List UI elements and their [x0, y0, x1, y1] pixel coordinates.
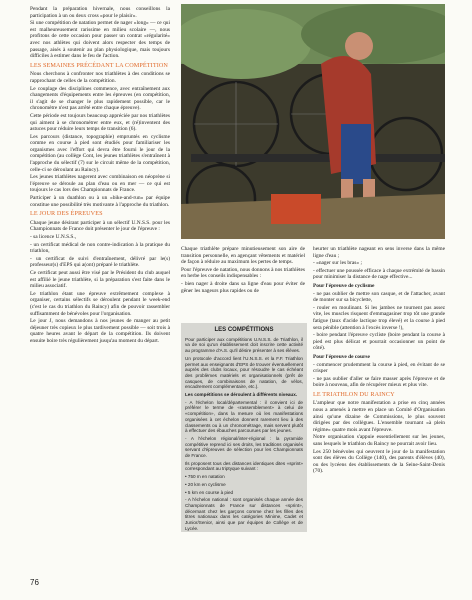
paragraph: Cette période est toujours beaucoup appréciée par nos triathlètes qui aiment à se chronométrer entre eux, et (ré)inventent des astuces pour réduire leurs temps de transition (6).: [30, 112, 170, 133]
list-item: - ne pas oublier de mettre son casque, et de l'attacher, avant de monter sur sa bicyclette,: [313, 290, 445, 304]
list-item: • 5 km en course à pied: [185, 489, 234, 495]
box-title: LES COMPÉTITIONS: [214, 327, 274, 333]
paragraph: - A l'échelon local/départemental : il convient ici de préférer le terme de «rassemblement» à celui de «compétition», dans la mesure où les manifestations organisées à cet échelon donnent rarement lieu à des classements ou à un chronométrage, mais servent plutôt à effectuer des ébauches parcourues par les jeunes.: [185, 399, 303, 434]
paragraph: Pendant la préparation hivernale, nous conseillons la participation à un ou deux cross «pour le plaisir».: [30, 6, 170, 19]
paragraph: Si une compétition de natation permet de nager «long» — ce qui est malheureusement rarissime en milieu scolaire —, nous profitons de cette occasion pour passer un contrat «régularité» avec nos athlètes qui doivent alors respecter des temps de passage, aisés à soutenir au plan physiologique, mais toujours difficiles à estimer dans le feu de l'action.: [30, 20, 170, 60]
paragraph: Les 250 bénévoles qui oeuvrent le jour de la manifestation sont des élèves du Collège (140), des parents d'élèves (40), ou des lycéens des établissements de la Seine-Saint-Denis (70).: [313, 448, 445, 475]
paragraph: Les jeunes triathlètes nagerent avec combinaison en néoprène si l'épreuve se déroule au plan d'eau ou en mer — ce qui est toujours le cas lors des Championnats de France.: [30, 174, 170, 194]
section-heading: LE JOUR DES ÉPREUVES: [30, 210, 103, 218]
paragraph: Nous cherchons à confronter nos triathlètes à des conditions se rapprochant de celles de la compétition.: [30, 71, 170, 84]
paragraph: Le jour J, nous demandons à nos jeunes de manger au petit déjeuner très copieux le plus tardivement possible — soit trois à quatre heures avant le départ de la compétition. Ils doivent ensuite boire très régulièrement jusqu'au moment du départ.: [30, 318, 170, 344]
list-item: - un certificat médical de non contre-indication à la pratique du triathlon,: [30, 241, 170, 255]
paragraph: Un protocole d'accord lient l'U.N.S.S. et la F.F. Triathlon permet aux enseignants d'EPS de trouver éventuellement auprès des clubs locaux, pour résoudre le cas échéant des problèmes matériels et organisationnels (prêt de casques, de combinaisons de natation, de vélos, encadrement complémentaire, etc.).: [185, 355, 303, 390]
list-item: • 20 km en cyclisme: [185, 481, 226, 487]
list-item: - sa licence U.N.S.S.,: [30, 234, 77, 240]
list-item: - un certificat de suivi d'entraînement, délivré par le(s) professeur(s) d'EPS qui a(ont) préparé le triathlète.: [30, 255, 170, 269]
subsection-heading: Pour l'épreuve de cyclisme: [313, 282, 375, 289]
subsection-heading: Pour l'épreuve de course: [313, 353, 370, 360]
cycling-athlete-photo: [181, 4, 445, 239]
paragraph: L'ampleur que notre manifestation a prise en cinq années nous a amenés à mettre en place un Comité d'Organisation ainsi qu'une dizaine de Commissions, le plus souvent dirigées par des collègues. L'ensemble tournant «à plein régime» quatre mois avant l'épreuve.: [313, 400, 445, 433]
paragraph: Notre organisation s'appuie essentiellement sur les jeunes, sans lesquels le triathlon du Raincy ne pourrait avoir lieu.: [313, 434, 445, 448]
paragraph: Pour participer aux compétitions U.N.S.S. de Triathlon, il va de soi qu'un établissement doit inscrire cette activité au programme d'A.S. qu'il désire présenter à ses élèves.: [185, 336, 303, 354]
paragraph: - A l'échelon régional/inter-régional : la pyramide compétitive reprend ici ses droits, les traditions organisés servant d'épreuves de sélection pour les Championnats de France.: [185, 435, 303, 459]
paragraph: Le triathlon étant une épreuve extrêmement complexe à organiser, certains sélectifs se déroulent pendant le week-end (c'est le cas du triathlon du Raincy) afin de pouvoir rassembler suffisamment de bénévoles pour l'organisation.: [30, 290, 170, 317]
list-item: - bien nager à droite dans sa ligne d'eau pour éviter de gêner les nageurs plus rapides ou de: [181, 280, 305, 294]
paragraph: Participer à un duathlon ou à un «bike-and-run» par équipe constitue une possibilité très motivante à l'approche du triathlon.: [30, 195, 170, 208]
list-item: - effectuer une poussée efficace à chaque extrémité de bassin pour minimiser la distance de nage effective...: [313, 267, 445, 281]
section-heading: LE TRIATHLON DU RAINCY: [313, 390, 395, 398]
paragraph: - A l'échelon national : sont organisés chaque année des Championnats de France sur distances «sprint», décernant chez les garçons comme chez les filles des titres nationaux dans les catégories Minime, Cadet et Junior/Senior, ainsi que par équipes de Collège et de Lycée.: [185, 497, 303, 531]
paragraph: heurter un triathlète nageant en sens inverse dans la même ligne d'eau ;: [313, 246, 445, 259]
list-item: - ne pas oublier d'aller se faire masser après l'épreuve et de boire à nouveau, afin de récupérer mieux et plus vite.: [313, 375, 445, 389]
column-middle: [181, 246, 305, 295]
list-item: - commencer prudemment la course à pied, en évitant de se crisper: [313, 361, 445, 375]
page-number: 76: [30, 578, 39, 587]
section-heading: LES SEMAINES PRÉCÉDANT LA COMPÉTITION: [30, 61, 168, 69]
column-right: [313, 246, 445, 476]
competitions-sidebar-box: [181, 323, 307, 532]
column-left: [30, 6, 170, 346]
paragraph: Chaque triathlète prépare minutieusement son aire de transition personnelle, en agençant vêtements et matériel de façon à réduire au maximum les pertes de temps.: [181, 246, 305, 266]
paragraph: Le couplage des disciplines commence, avec entraînement aux changements d'équipements entre les épreuves (en compétition, il s'agit de se changer le plus rapidement possible, car le chronomètre n'est pas arrêté entre chaque épreuve).: [30, 85, 170, 112]
photo-illustration: [181, 4, 445, 239]
paragraph: Pour l'épreuve de natation, nous donnons à nos triathlètes en herbe les conseils indispensables :: [181, 266, 305, 280]
paragraph: Les parcours (distance, topographie) empruntés en cyclisme comme en course à pied sont étudiés pour familiariser les organismes avec l'effort qui devra être fourni le jour de la compétition (au collège Cont, les jeunes triathlètes s'entraînent à l'approche du sélectif (7) sur le circuit même de la compétition, celle-ci se déroulant au Raincy).: [30, 133, 170, 173]
box-subtitle: Les compétitions se déroulent à différents niveaux.: [185, 392, 298, 398]
list-item: - «nager sur les bras» ;: [313, 260, 362, 267]
paragraph: Ce certificat peut aussi être visé par le Président du club auquel est affilié le jeune triathlète, si la préparation s'est faite dans le milieu associatif.: [30, 269, 170, 290]
list-item: - boire pendant l'épreuve cycliste (boire pendant la course à pied est plus délicat et pourrait occasionner un point de côté).: [313, 332, 445, 352]
list-item: - rouler en moulinant. Si les jambes ne tournent pas assez vite, les muscles risquent d'emmagasiner trop tôt une grande fatigue (taux d'acide lactique trop élevé) et la course à pied sera pénible (attention à l'excès inverse !),: [313, 304, 445, 331]
paragraph: Ils proposent tous des distances identiques dites «sprint» correspondant au triptyque suivant :: [185, 460, 303, 472]
list-item: • 750 m en natation: [185, 474, 225, 480]
paragraph: Chaque jeune désirant participer à un sélectif U.N.S.S. pour les Championnats de France doit présenter le jour de l'épreuve :: [30, 219, 170, 233]
